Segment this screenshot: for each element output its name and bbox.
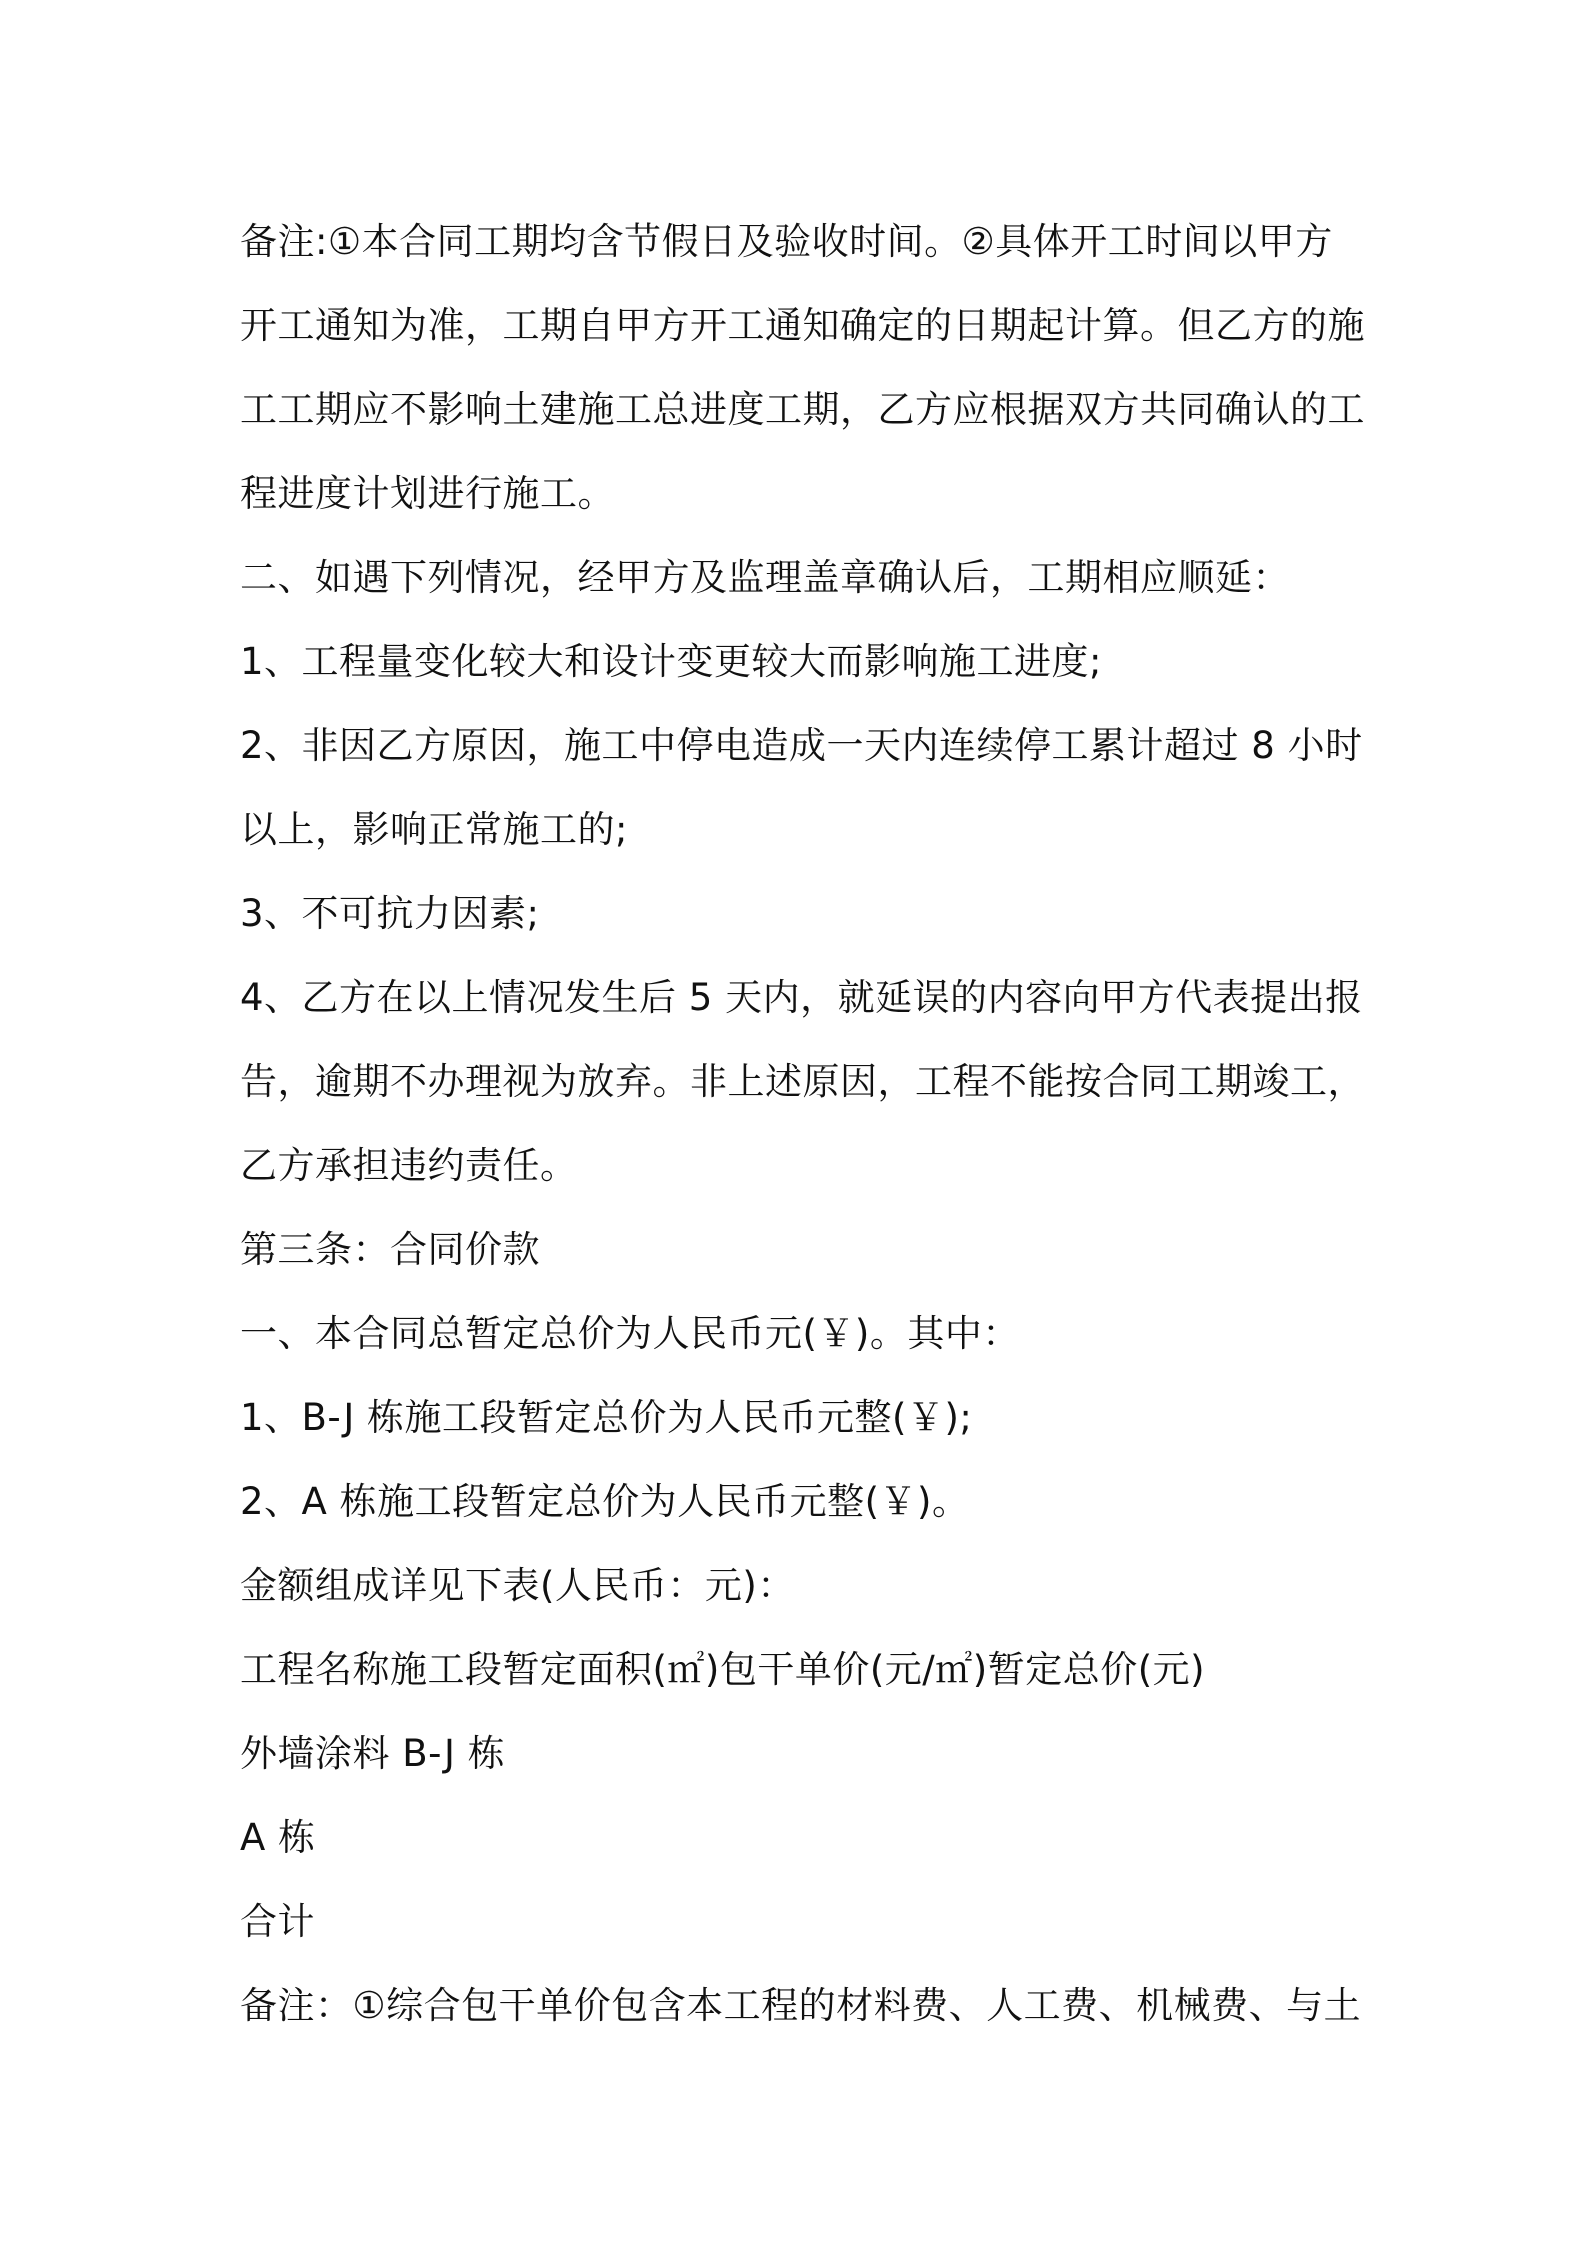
- text-line: 工工期应不影响土建施工总进度工期，乙方应根据双方共同确认的工: [240, 388, 1365, 431]
- section-heading: 第三条：合同价款: [240, 1228, 540, 1271]
- text-line: 备注：①综合包干单价包含本工程的材料费、人工费、机械费、与土: [240, 1984, 1362, 2027]
- table-total-line: 合计: [240, 1900, 315, 1943]
- text-line: 以上，影响正常施工的;: [240, 808, 628, 851]
- text-line: 二、如遇下列情况，经甲方及监理盖章确认后，工期相应顺延：: [240, 556, 1290, 599]
- text-line: 4、乙方在以上情况发生后 5 天内，就延误的内容向甲方代表提出报: [240, 976, 1363, 1019]
- text-line: 开工通知为准，工期自甲方开工通知确定的日期起计算。但乙方的施: [240, 304, 1365, 347]
- text-line: 1、B-J 栋施工段暂定总价为人民币元整(￥);: [240, 1396, 973, 1439]
- text-line: 告，逾期不办理视为放弃。非上述原因，工程不能按合同工期竣工，: [240, 1060, 1365, 1103]
- text-line: 2、A 栋施工段暂定总价为人民币元整(￥)。: [240, 1480, 970, 1523]
- text-line: 2、非因乙方原因，施工中停电造成一天内连续停工累计超过 8 小时: [240, 724, 1363, 767]
- text-line: 一、本合同总暂定总价为人民币元(￥)。其中：: [240, 1312, 1020, 1355]
- table-header-line: 工程名称施工段暂定面积(㎡)包干单价(元/㎡)暂定总价(元): [240, 1648, 1206, 1691]
- table-row-line: A 栋: [240, 1816, 316, 1859]
- text-line: 乙方承担违约责任。: [240, 1144, 578, 1187]
- table-row-line: 外墙涂料 B-J 栋: [240, 1732, 506, 1775]
- text-line: 程进度计划进行施工。: [240, 472, 615, 515]
- text-line: 1、工程量变化较大和设计变更较大而影响施工进度;: [240, 640, 1103, 683]
- text-line: 金额组成详见下表(人民币：元)：: [240, 1564, 795, 1607]
- text-line: 备注:①本合同工期均含节假日及验收时间。②具体开工时间以甲方: [240, 220, 1333, 263]
- text-line: 3、不可抗力因素;: [240, 892, 540, 935]
- document-page: [240, 200, 1365, 2048]
